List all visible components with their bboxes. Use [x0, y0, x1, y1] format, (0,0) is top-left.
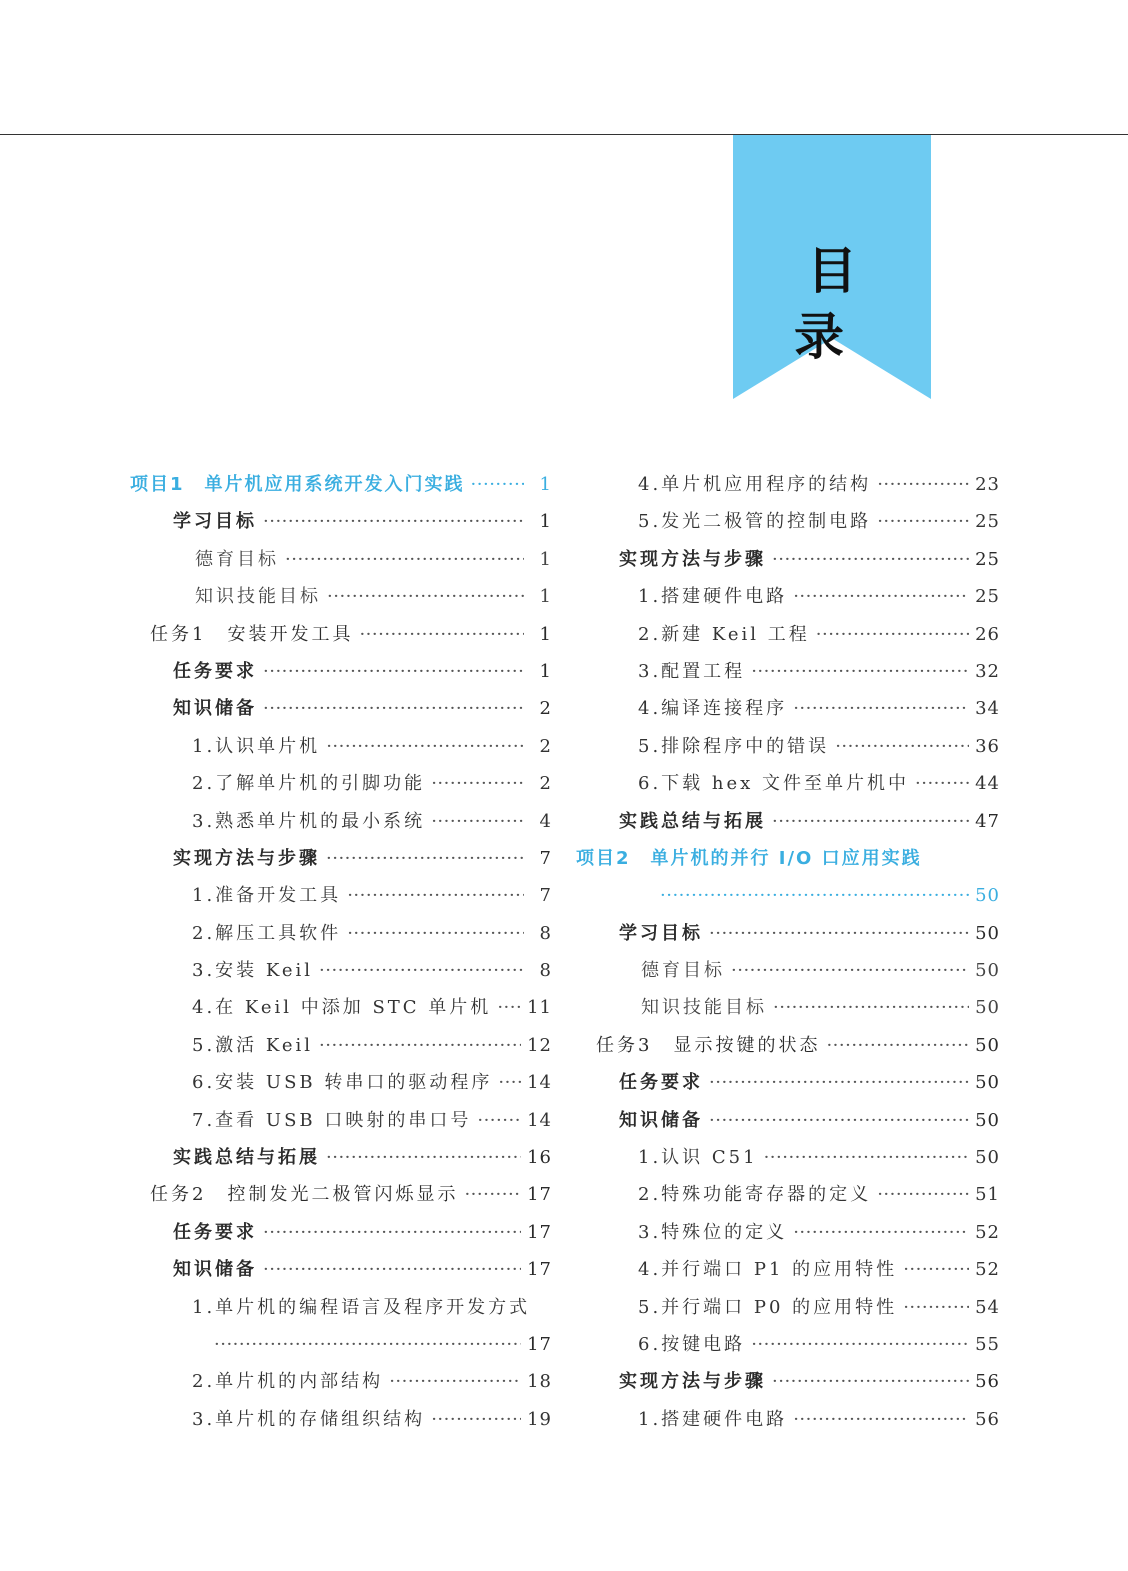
- toc-page-number: 7: [539, 847, 552, 869]
- toc-entry-title: 3.配置工程: [638, 660, 746, 682]
- toc-leader-dots: [772, 541, 969, 578]
- toc-entry-title: 4.并行端口 P1 的应用特性: [638, 1259, 898, 1281]
- toc-entry-title: 3.熟悉单片机的最小系统: [192, 810, 426, 832]
- toc-leader-dots: [915, 765, 969, 802]
- toc-item: [130, 1401, 552, 1438]
- toc-leader-dots: [389, 1363, 521, 1400]
- toc-entry-title: 4.单片机应用程序的结构: [638, 474, 872, 495]
- toc-entry-title: 知识储备: [173, 1259, 257, 1281]
- toc-leader-dots: [431, 765, 524, 802]
- toc-page-number: 44: [975, 773, 1000, 795]
- toc-leader-dots: [498, 1064, 521, 1101]
- toc-project-page: [576, 877, 1000, 914]
- toc-entry-title: 1.认识 C51: [638, 1147, 758, 1169]
- toc-section: [130, 840, 552, 877]
- toc-page-number: 1: [539, 660, 552, 682]
- toc-entry-title: 7.查看 USB 口映射的串口号: [192, 1109, 472, 1131]
- toc-entry-title: 1.认识单片机: [192, 735, 321, 757]
- toc-item: [576, 765, 1000, 802]
- toc-leader-dots: [764, 1139, 970, 1176]
- toc-item: [576, 653, 1000, 690]
- toc-entry-title: 任务1 安装开发工具: [150, 623, 354, 645]
- toc-page-number: 52: [975, 1259, 1000, 1281]
- toc-page-number: 50: [975, 997, 1000, 1019]
- toc-entry-title: 任务要求: [173, 660, 257, 682]
- toc-entry-title: 知识技能目标: [195, 586, 321, 608]
- toc-page-number: 50: [975, 1109, 1000, 1131]
- toc-item: [130, 1363, 552, 1400]
- toc-right-column: [576, 466, 1000, 1438]
- toc-leader-dots: [877, 466, 969, 503]
- toc-entry-title: 实践总结与拓展: [173, 1147, 320, 1169]
- toc-entry-title: 学习目标: [619, 922, 703, 944]
- toc-page-number: 8: [539, 922, 552, 944]
- toc-page-number: 1: [539, 586, 552, 608]
- toc-leader-dots: [319, 952, 524, 989]
- toc-section: [576, 1064, 1000, 1101]
- toc-page-number: 14: [527, 1072, 552, 1094]
- toc-item: [130, 1102, 552, 1139]
- toc-entry-title: 实现方法与步骤: [173, 847, 320, 869]
- toc-entry-title: 1.搭建硬件电路: [638, 1408, 788, 1430]
- toc-item: [576, 690, 1000, 727]
- toc-entry-title: 实践总结与拓展: [619, 810, 766, 832]
- toc-item: [576, 1176, 1000, 1213]
- toc-page-number: 2: [539, 773, 552, 795]
- toc-task-heading: [130, 1176, 552, 1213]
- toc-leader-dots: [877, 1176, 969, 1213]
- toc-entry-title: 2.解压工具软件: [192, 922, 342, 944]
- toc-item: [576, 1251, 1000, 1288]
- toc-subsection: [130, 578, 552, 615]
- toc-page-number: 1: [539, 548, 552, 570]
- toc-item: [130, 765, 552, 802]
- toc-entry-title: 1.单片机的编程语言及程序开发方式: [192, 1296, 531, 1318]
- toc-leader-dots: [731, 952, 969, 989]
- toc-subsection: [130, 541, 552, 578]
- toc-page-number: 23: [975, 474, 1000, 495]
- toc-page-number: 16: [527, 1147, 552, 1169]
- toc-entry-title: 4.编译连接程序: [638, 698, 788, 720]
- toc-page-number: 4: [539, 810, 552, 832]
- toc-entry-title: 4.在 Keil 中添加 STC 单片机: [192, 997, 492, 1019]
- toc-page-number: 50: [975, 1147, 1000, 1169]
- toc-leader-dots: [431, 1401, 521, 1438]
- toc-leader-dots: [347, 915, 524, 952]
- toc-entry-title: 2.特殊功能寄存器的定义: [638, 1184, 872, 1206]
- toc-task-heading: [130, 616, 552, 653]
- toc-page-number: 7: [539, 885, 552, 907]
- toc-page-number: 8: [539, 960, 552, 982]
- toc-entry-title: 2.单片机的内部结构: [192, 1371, 384, 1393]
- toc-page-number: 56: [975, 1408, 1000, 1430]
- toc-item: [130, 728, 552, 765]
- toc-leader-dots: [319, 1027, 521, 1064]
- toc-leader-dots: [497, 989, 521, 1026]
- toc-leader-dots: [285, 541, 524, 578]
- toc-leader-dots: [326, 1139, 521, 1176]
- toc-item: [576, 616, 1000, 653]
- toc-leader-dots: [772, 1363, 969, 1400]
- toc-item-page: [130, 1326, 552, 1363]
- toc-page-number: 2: [539, 735, 552, 757]
- toc-leader-dots: [431, 803, 524, 840]
- toc-leader-dots: [826, 1027, 969, 1064]
- toc-leader-dots: [359, 616, 524, 653]
- toc-entry-title: 5.排除程序中的错误: [638, 735, 830, 757]
- toc-page-number: 14: [527, 1109, 552, 1131]
- toc-entry-title: 5.并行端口 P0 的应用特性: [638, 1296, 898, 1318]
- toc-section: [576, 915, 1000, 952]
- toc-entry-title: 学习目标: [173, 511, 257, 533]
- toc-item: [130, 1064, 552, 1101]
- toc-subsection: [576, 989, 1000, 1026]
- toc-leader-dots: [877, 503, 969, 540]
- toc-leader-dots: [347, 877, 524, 914]
- toc-section: [130, 1139, 552, 1176]
- toc-entry-title: 6.下载 hex 文件至单片机中: [638, 773, 910, 795]
- toc-leader-dots: [816, 616, 969, 653]
- toc-entry-title: 2.新建 Keil 工程: [638, 623, 810, 645]
- toc-entry-title: 5.发光二极管的控制电路: [638, 511, 872, 533]
- toc-entry-title: 5.激活 Keil: [192, 1034, 314, 1056]
- toc-page-number: 55: [975, 1333, 1000, 1355]
- toc-item: [576, 1214, 1000, 1251]
- toc-leader-dots: [471, 466, 524, 503]
- toc-entry-title: 1.准备开发工具: [192, 885, 342, 907]
- toc-section: [130, 653, 552, 690]
- toc-page-number: 52: [975, 1221, 1000, 1243]
- toc-entry-title: 2.了解单片机的引脚功能: [192, 773, 426, 795]
- toc-page-number: 51: [975, 1184, 1000, 1206]
- toc-page-number: 25: [975, 511, 1000, 533]
- toc-item: [130, 952, 552, 989]
- toc-leader-dots: [327, 578, 524, 615]
- toc-section: [576, 1102, 1000, 1139]
- toc-leader-dots: [751, 1326, 969, 1363]
- toc-entry-title: 任务要求: [173, 1221, 257, 1243]
- toc-page-number: 50: [975, 922, 1000, 944]
- toc-leader-dots: [793, 578, 969, 615]
- toc-section: [130, 1251, 552, 1288]
- toc-leader-dots: [326, 728, 524, 765]
- toc-entry-title: 实现方法与步骤: [619, 1371, 766, 1393]
- toc-entry-title: 知识储备: [173, 698, 257, 720]
- toc-entry-title: 德育目标: [195, 548, 279, 570]
- toc-page-number: 32: [975, 660, 1000, 682]
- toc-leader-dots: [793, 1214, 969, 1251]
- toc-leader-dots: [709, 1064, 969, 1101]
- toc-page-number: 36: [975, 735, 1000, 757]
- toc-entry-title: 德育目标: [641, 960, 725, 982]
- toc-item: [576, 1139, 1000, 1176]
- toc-section: [576, 803, 1000, 840]
- toc-section: [130, 1214, 552, 1251]
- toc-leader-dots: [709, 1102, 969, 1139]
- toc-entry-title: 6.安装 USB 转串口的驱动程序: [192, 1072, 493, 1094]
- toc-page-number: 1: [539, 623, 552, 645]
- toc-entry-title: 3.安装 Keil: [192, 960, 314, 982]
- toc-page-number: 25: [975, 586, 1000, 608]
- toc-page-number: 26: [975, 623, 1000, 645]
- toc-leader-dots: [263, 1251, 521, 1288]
- toc-item: [130, 877, 552, 914]
- toc-page-number: 17: [527, 1221, 552, 1243]
- toc-leader-dots: [214, 1326, 521, 1363]
- toc-entry-title: 知识技能目标: [641, 997, 767, 1019]
- toc-page-number: 1: [539, 511, 552, 533]
- toc-entry-title: 项目1 单片机应用系统开发入门实践: [130, 474, 465, 495]
- toc-page-number: 50: [975, 1072, 1000, 1094]
- toc-entry-title: 任务2 控制发光二极管闪烁显示: [150, 1184, 459, 1206]
- toc-page-number: 11: [527, 997, 552, 1019]
- toc-left-column: [130, 466, 552, 1438]
- toc-leader-dots: [326, 840, 524, 877]
- toc-leader-dots: [903, 1289, 969, 1326]
- toc-project-heading: [130, 466, 552, 503]
- toc-page-number: 18: [527, 1371, 552, 1393]
- toc-entry-title: 项目2 单片机的并行 I/O 口应用实践: [576, 847, 922, 869]
- toc-item: [576, 503, 1000, 540]
- toc-task-heading: [576, 1027, 1000, 1064]
- header-rule: [0, 134, 1128, 135]
- toc-leader-dots: [773, 989, 969, 1026]
- toc-page-number: 54: [975, 1296, 1000, 1318]
- toc-item: [576, 466, 1000, 503]
- toc-leader-dots: [751, 653, 969, 690]
- toc-entry-title: 3.特殊位的定义: [638, 1221, 788, 1243]
- toc-section: [576, 541, 1000, 578]
- toc-entry-title: 知识储备: [619, 1109, 703, 1131]
- toc-entry-title: 任务要求: [619, 1072, 703, 1094]
- toc-leader-dots: [263, 503, 524, 540]
- toc-item: [576, 728, 1000, 765]
- toc-page-number: 50: [975, 1034, 1000, 1056]
- toc-item: [130, 1027, 552, 1064]
- toc-section: [130, 690, 552, 727]
- toc-leader-dots: [793, 1401, 969, 1438]
- toc-item: [130, 915, 552, 952]
- toc-page-number: 50: [975, 885, 1000, 907]
- toc-page-number: 47: [975, 810, 1000, 832]
- toc-item: [130, 989, 552, 1026]
- toc-item: [130, 1289, 552, 1326]
- toc-leader-dots: [263, 690, 524, 727]
- toc-page-number: 2: [539, 698, 552, 720]
- toc-leader-dots: [263, 653, 524, 690]
- toc-item: [576, 1401, 1000, 1438]
- toc-page-number: 1: [539, 474, 552, 495]
- toc-entry-title: 3.单片机的存储组织结构: [192, 1408, 426, 1430]
- toc-leader-dots: [464, 1176, 521, 1213]
- toc-leader-dots: [709, 915, 969, 952]
- toc-page-number: 56: [975, 1371, 1000, 1393]
- toc-page-number: 25: [975, 548, 1000, 570]
- toc-item: [130, 803, 552, 840]
- toc-section: [576, 1363, 1000, 1400]
- toc-section: [130, 503, 552, 540]
- toc-entry-title: 实现方法与步骤: [619, 548, 766, 570]
- toc-leader-dots: [477, 1102, 521, 1139]
- toc-leader-dots: [793, 690, 969, 727]
- toc-leader-dots: [263, 1214, 521, 1251]
- toc-page-number: 17: [527, 1333, 552, 1355]
- toc-leader-dots: [903, 1251, 969, 1288]
- toc-project-heading: [576, 840, 1000, 877]
- page-title: 目 录: [794, 242, 883, 366]
- toc-page-number: 17: [527, 1184, 552, 1206]
- toc-page-number: 17: [527, 1259, 552, 1281]
- toc-page-number: 19: [527, 1408, 552, 1430]
- toc-page-number: 34: [975, 698, 1000, 720]
- toc-page-number: 50: [975, 960, 1000, 982]
- toc-entry-title: 任务3 显示按键的状态: [596, 1034, 821, 1056]
- toc-entry-title: 1.搭建硬件电路: [638, 586, 788, 608]
- toc-entry-title: 6.按键电路: [638, 1333, 746, 1355]
- toc-item: [576, 1289, 1000, 1326]
- toc-page-number: 12: [527, 1034, 552, 1056]
- toc-leader-dots: [772, 803, 969, 840]
- toc-item: [576, 1326, 1000, 1363]
- toc-subsection: [576, 952, 1000, 989]
- toc-leader-dots: [660, 877, 969, 914]
- toc-item: [576, 578, 1000, 615]
- toc-leader-dots: [835, 728, 969, 765]
